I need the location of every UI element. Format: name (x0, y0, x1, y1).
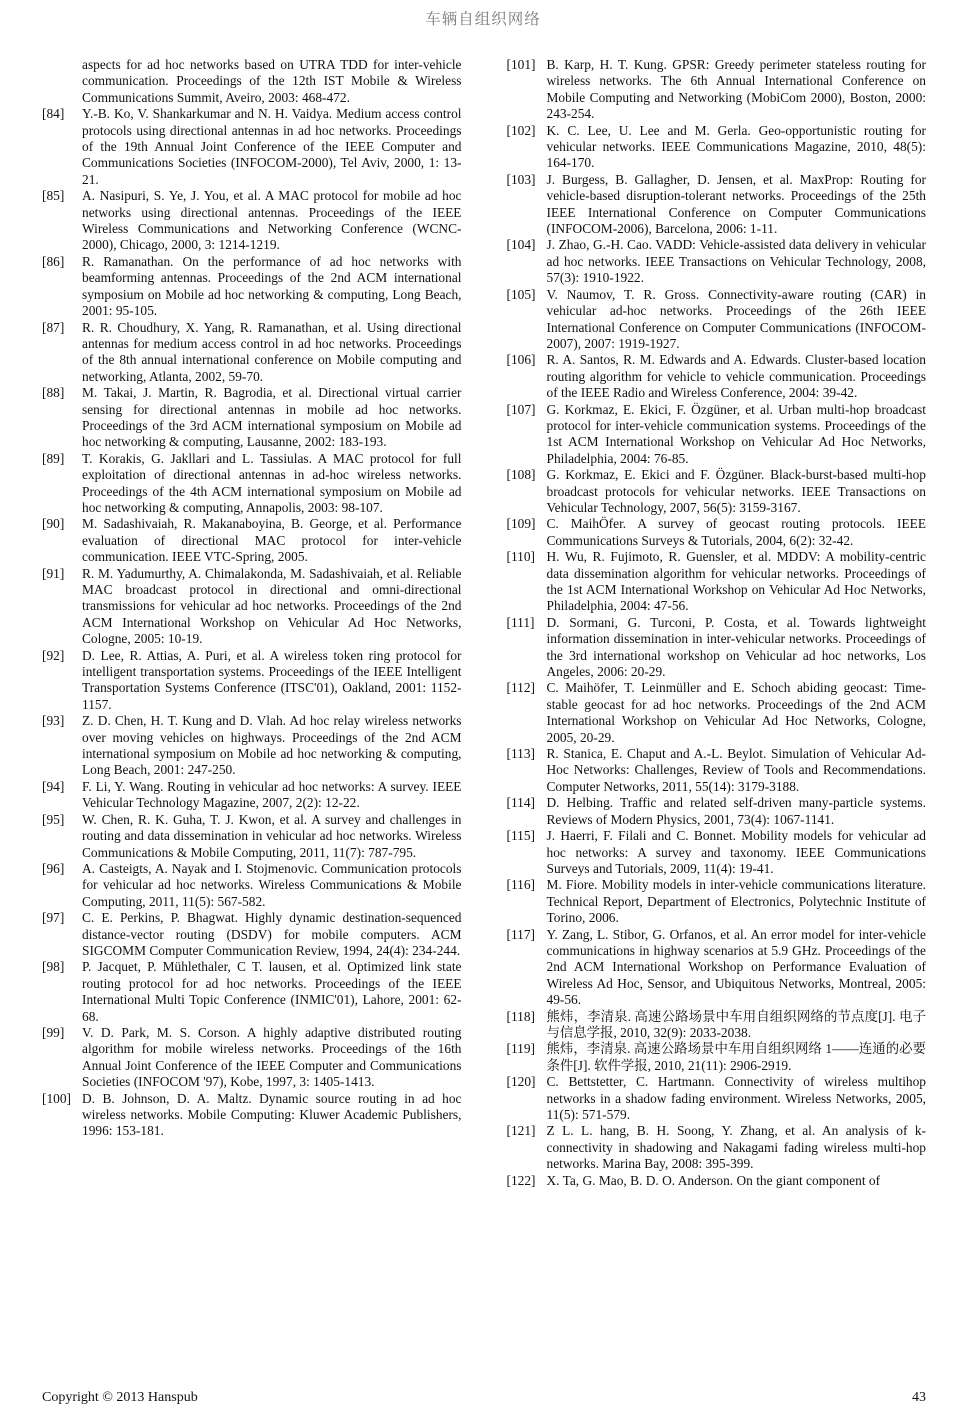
reference-item (507, 877, 927, 926)
reference-number: [86] (42, 253, 65, 269)
reference-item (507, 123, 927, 172)
reference-item (42, 57, 462, 106)
reference-text: D. Lee, R. Attias, A. Puri, et al. A wireless token ring protocol for intelligent transportation systems. Proceedings of the IEEE Intelligent Transportation Systems Conference (ITSC'01), Oakland, 2001: 1152-1157. (82, 647, 462, 712)
reference-item (507, 287, 927, 353)
reference-text: R. R. Choudhury, X. Yang, R. Ramanathan, et al. Using directional antennas for medium access control in ad hoc networks. Proceedings of the 8th annual international conference on Mobile computing and networking, Atlanta, 2002, 59-70. (82, 319, 462, 384)
reference-item (507, 746, 927, 795)
reference-text: G. Korkmaz, E. Ekici, F. Özgüner, et al. Urban multi-hop broadcast protocol for inter-vehicle communication systems. Proceedings of the 1st ACM International Workshop on Vehicular Ad Hoc Networks, Philadelphia, 2004: 76-85. (546, 401, 926, 466)
reference-item (42, 713, 462, 779)
reference-text: R. Stanica, E. Chaput and A.-L. Beylot. Simulation of Vehicular Ad-Hoc Networks: Challenges, Review of Tools and Recommendations. Computer Networks, 2011, 55(14): 3179-3188. (546, 746, 926, 794)
reference-number: [91] (42, 565, 65, 581)
reference-item (507, 467, 927, 516)
reference-number: [117] (506, 926, 536, 942)
reference-text: T. Korakis, G. Jakllari and L. Tassiulas. A MAC protocol for full exploitation of directional antennas in ad-hoc wireless networks. Proceedings of the 4th ACM international symposium on Mobile ad hoc networking & computing, Annapolis, 2003: 98-107. (82, 450, 462, 515)
reference-item (507, 57, 927, 123)
reference-number: [87] (42, 319, 65, 335)
reference-number: [92] (42, 647, 65, 663)
references-column-right (507, 57, 927, 1189)
reference-item (507, 237, 927, 286)
reference-text: W. Chen, R. K. Guha, T. J. Kwon, et al. A survey and challenges in routing and data dissemination in vehicular ad hoc networks. Wireless Communications & Mobile Computing, 2011, 11(7): 787-795. (82, 811, 462, 860)
reference-number: [111] (506, 614, 535, 630)
reference-number: [121] (506, 1123, 536, 1139)
page-footer (42, 1390, 926, 1406)
reference-text: C. MaihÖfer. A survey of geocast routing protocols. IEEE Communications Surveys & Tutorials, 2004, 6(2): 32-42. (546, 516, 926, 548)
reference-item (42, 188, 462, 254)
reference-text: A. Casteigts, A. Nayak and I. Stojmenovic. Communication protocols for vehicular ad hoc networks. Wireless Communications & Mobile Computing, 2011, 11(5): 567-582. (82, 860, 462, 909)
reference-number: [93] (42, 713, 65, 729)
reference-item (42, 385, 462, 451)
reference-text: Z L. L. hang, B. H. Soong, Y. Zhang, et al. An analysis of k-connectivity in shadowing and Nakagami fading wireless multi-hop networks. Marina Bay, 2008: 395-399. (546, 1123, 926, 1172)
reference-number: [122] (506, 1172, 536, 1188)
reference-item (507, 1173, 927, 1189)
reference-number: [105] (506, 286, 536, 302)
reference-number: [84] (42, 106, 65, 122)
reference-text: M. Fiore. Mobility models in inter-vehicle communications literature. Technical Report, Department of Electronics, Polytechnic Institute of Torino, 2006. (546, 877, 926, 926)
reference-item (42, 779, 462, 812)
reference-item (507, 352, 927, 401)
reference-text: V. D. Park, M. S. Corson. A highly adaptive distributed routing algorithm for mobile wireless networks. Proceedings of the 16th Annual Joint Conference of the IEEE Computer and Communications Societies (INFOCOM '97), Kobe, 1997, 3: 1405-1413. (82, 1024, 462, 1090)
reference-number: [107] (506, 401, 536, 417)
reference-text: M. Sadashivaiah, R. Makanaboyina, B. George, et al. Performance evaluation of directional MAC protocol for inter-vehicle communication. IEEE VTC-Spring, 2005. (82, 516, 462, 565)
reference-text: F. Li, Y. Wang. Routing in vehicular ad hoc networks: A survey. IEEE Vehicular Technology Magazine, 2007, 2(2): 12-22. (82, 778, 462, 811)
reference-number: [101] (506, 57, 536, 72)
reference-number: [115] (506, 828, 536, 844)
reference-number: [120] (506, 1074, 536, 1090)
reference-text: D. Sormani, G. Turconi, P. Costa, et al. Towards lightweight information dissemination in inter-vehicular networks. Proceedings of the 3rd international workshop on Vehicular ad hoc networks, Los Angeles, 2006: 20-29. (546, 614, 926, 680)
reference-item (507, 1074, 927, 1123)
reference-text: D. Helbing. Traffic and related self-driven many-particle systems. Reviews of Modern Physics, 2001, 73(4): 1067-1141. (546, 795, 926, 827)
reference-item (507, 828, 927, 877)
reference-number: [112] (506, 680, 536, 696)
references-column-left (42, 57, 462, 1189)
reference-number: [108] (506, 467, 536, 483)
reference-text: 熊炜，李清泉. 高速公路场景中车用自组织网络 1——连通的必要条件[J]. 软件学报, 2010, 21(11): 2906-2919. (546, 1041, 926, 1073)
reference-text: P. Jacquet, P. Mühlethaler, C T. lausen, et al. Optimized link state routing protocol for ad hoc networks. Proceedings of the IEEE International Multi Topic Conference (INMIC'01), Lahore, 2001: 62-68. (82, 959, 462, 1024)
reference-number: [104] (506, 237, 536, 253)
reference-item (42, 320, 462, 386)
page-header (0, 0, 966, 29)
reference-item (507, 1123, 927, 1172)
reference-text: J. Haerri, F. Filali and C. Bonnet. Mobility models for vehicular ad hoc networks: A survey and taxonomy. IEEE Communications Surveys and Tutorials, 2009, 11(4): 19-41. (546, 828, 926, 876)
reference-number: [100] (42, 1090, 72, 1106)
reference-text: Y. Zang, L. Stibor, G. Orfanos, et al. An error model for inter-vehicle communications in highway scenarios at 5.9 GHz. Proceedings of the 2nd ACM International Workshop on Performance Evaluation of Wireless Ad Hoc, Sensor, and Ubiquitous Networks, Montreal, 2005: 49-56. (546, 926, 926, 1008)
copyright-notice: Copyright © 2013 Hanspub (42, 1390, 198, 1405)
reference-number: [97] (42, 910, 65, 926)
references-section (0, 29, 966, 1189)
reference-item (507, 549, 927, 615)
reference-number: [99] (42, 1024, 65, 1040)
reference-item (507, 1009, 927, 1042)
reference-text: X. Ta, G. Mao, B. D. O. Anderson. On the giant component of (546, 1172, 881, 1188)
reference-number: [94] (42, 778, 65, 794)
reference-number: [90] (42, 516, 65, 532)
reference-item (507, 927, 927, 1009)
reference-item (42, 106, 462, 188)
reference-text: aspects for ad hoc networks based on UTRA TDD for inter-vehicle communication. Proceedings of the 12th IST Mobile & Wireless Communications Summit, Aveiro, 2003: 468-472. (82, 57, 462, 105)
reference-item (507, 516, 927, 549)
reference-item (507, 402, 927, 468)
reference-number: [85] (42, 188, 65, 204)
reference-item (42, 566, 462, 648)
reference-number: [114] (506, 795, 536, 811)
reference-item (507, 172, 927, 238)
reference-item (507, 615, 927, 681)
reference-item (507, 680, 927, 746)
reference-text: D. B. Johnson, D. A. Maltz. Dynamic source routing in ad hoc wireless networks. Mobile Computing: Kluwer Academic Publishers, 1996: 153-181. (82, 1090, 462, 1139)
reference-text: M. Takai, J. Martin, R. Bagrodia, et al. Directional virtual carrier sensing for directional antennas in mobile ad hoc networks. Proceedings of the 3rd ACM international symposium on Mobile ad hoc networking & computing, Lausanne, 2002: 183-193. (82, 385, 462, 450)
reference-number: [102] (506, 122, 536, 138)
reference-number: [118] (506, 1008, 536, 1024)
reference-number: [98] (42, 959, 65, 975)
reference-number: [113] (506, 746, 536, 762)
reference-item (42, 516, 462, 565)
reference-number: [95] (42, 811, 65, 827)
reference-item (42, 910, 462, 959)
running-title: 车辆自组织网络 (425, 11, 541, 28)
reference-text: J. Burgess, B. Gallagher, D. Jensen, et al. MaxProp: Routing for vehicle-based disruption-tolerant networks. Proceedings of the 25th IEEE International Conference on Computer Communications (INFOCOM-2006), Barcelona, 2006: 1-11. (546, 171, 926, 237)
reference-number: [103] (506, 171, 536, 187)
reference-item (42, 648, 462, 714)
reference-text: V. Naumov, T. R. Gross. Connectivity-aware routing (CAR) in vehicular ad-hoc networks. Proceedings of the 26th IEEE International Conference on Computer Communications (INFOCOM-2007), 2007: 1919-1927. (546, 286, 926, 351)
reference-item (42, 861, 462, 910)
reference-number: [106] (506, 352, 536, 368)
reference-text: B. Karp, H. T. Kung. GPSR: Greedy perimeter stateless routing for wireless networks. The 6th Annual International Conference on Mobile Computing and Networking (MobiCom 2000), Boston, 2000: 243-254. (546, 57, 926, 122)
reference-number: [119] (506, 1041, 536, 1057)
reference-number: [109] (506, 516, 536, 532)
reference-text: K. C. Lee, U. Lee and M. Gerla. Geo-opportunistic routing for vehicular networks. IEEE Communications Magazine, 2010, 48(5): 164-170. (546, 122, 926, 171)
reference-text: 熊炜，李清泉. 高速公路场景中车用自组织网络的节点度[J]. 电子与信息学报, 2010, 32(9): 2033-2038. (546, 1008, 926, 1040)
reference-text: C. Maihöfer, T. Leinmüller and E. Schoch abiding geocast: Time-stable geocast for ad hoc networks. Proceedings of the 2nd ACM International Workshop on Vehicular Ad Hoc Networks, Cologne, 2005, 20-29. (546, 680, 926, 745)
reference-text: Z. D. Chen, H. T. Kung and D. Vlah. Ad hoc relay wireless networks over moving vehicles on highways. Proceedings of the 2nd ACM international symposium on Mobile ad hoc networking & computing, Long Beach, 2001: 247-250. (82, 713, 462, 778)
reference-text: R. Ramanathan. On the performance of ad hoc networks with beamforming antennas. Proceedings of the 2nd ACM international symposium on Mobile ad hoc networking & computing, Long Beach, 2001: 95-105. (82, 253, 462, 319)
reference-text: C. E. Perkins, P. Bhagwat. Highly dynamic destination-sequenced distance-vector routing (DSDV) for mobile computers. ACM SIGCOMM Computer Communication Review, 1994, 24(4): 234-244. (82, 910, 462, 958)
reference-number: [89] (42, 450, 65, 466)
reference-item (42, 1025, 462, 1091)
reference-text: R. A. Santos, R. M. Edwards and A. Edwards. Cluster-based location routing algorithm for vehicle to vehicle communication. Proceedings of the IEEE Radio and Wireless Conference, 2004: 39-42. (546, 352, 926, 401)
reference-item (42, 254, 462, 320)
reference-text: Y.-B. Ko, V. Shankarkumar and N. H. Vaidya. Medium access control protocols using directional antennas in ad hoc networks. Proceedings of the 19th Annual Joint Conference of the IEEE Computer and Communications Societies (INFOCOM-2000), Tel Aviv, 2000, 1: 13-21. (82, 106, 462, 187)
reference-item (507, 1041, 927, 1074)
reference-text: H. Wu, R. Fujimoto, R. Guensler, et al. MDDV: A mobility-centric data dissemination algorithm for vehicular networks. Proceedings of the 1st ACM International Workshop on Vehicular Ad Hoc Networks, Philadelphia, 2004: 47-56. (546, 549, 926, 614)
reference-text: C. Bettstetter, C. Hartmann. Connectivity of wireless multihop networks in a shadow fading environment. Wireless Networks, 2005, 11(5): 571-579. (546, 1074, 926, 1122)
reference-item (507, 795, 927, 828)
reference-item (42, 959, 462, 1025)
reference-text: A. Nasipuri, S. Ye, J. You, et al. A MAC protocol for mobile ad hoc networks using directional antennas. Proceedings of the IEEE Wireless Communications and Networking Conference (WCNC-2000), Chicago, 2000, 3: 1214-1219. (82, 188, 462, 253)
reference-number: [110] (506, 549, 536, 565)
reference-item (42, 451, 462, 517)
reference-number: [96] (42, 860, 65, 876)
reference-number: [88] (42, 385, 65, 401)
reference-text: J. Zhao, G.-H. Cao. VADD: Vehicle-assisted data delivery in vehicular ad hoc networks. IEEE Transactions on Vehicular Technology, 2008, 57(3): 1910-1922. (546, 237, 926, 286)
reference-item (42, 812, 462, 861)
reference-text: G. Korkmaz, E. Ekici and F. Özgüner. Black-burst-based multi-hop broadcast protocols for vehicular networks. IEEE Transactions on Vehicular Technology, 2007, 56(5): 3159-3167. (546, 467, 926, 515)
reference-number: [116] (506, 877, 536, 893)
page-number: 43 (912, 1390, 926, 1405)
reference-text: R. M. Yadumurthy, A. Chimalakonda, M. Sadashivaiah, et al. Reliable MAC broadcast protocol in directional and omni-directional transmissions for vehicular ad hoc networks. Proceedings of the 2nd ACM International Workshop on Vehicular Ad Hoc Networks, Cologne, 2005: 10-19. (82, 565, 462, 647)
reference-item (42, 1091, 462, 1140)
